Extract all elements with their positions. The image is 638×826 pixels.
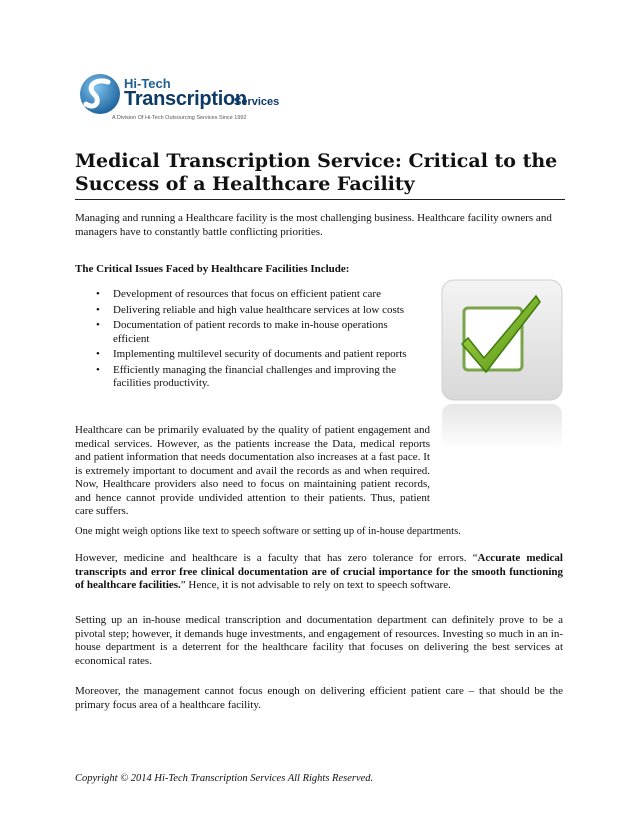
page-title: Medical Transcription Service: Critical to the Success of a Healthcare Facility [75, 150, 565, 200]
paragraph-in-house: Setting up an in-house medical transcription and documentation department can definitely prove to be a pivotal step; however, it demands huge investments, and engagement of resources. Investing so much in an in-house department is a deterrent for the healthcare facility that focuses on delivering the best services at economical rates. [75, 614, 563, 667]
list-item: • Documentation of patient records to make in-house operations efficient [96, 319, 388, 345]
company-logo [78, 72, 298, 132]
issues-heading: The Critical Issues Faced by Healthcare Facilities Include: [75, 263, 350, 275]
logo-text-hitech: Hi-Tech [124, 76, 171, 91]
list-item: • Implementing multilevel security of documents and patient reports [96, 348, 407, 360]
copyright-footer: Copyright © 2014 Hi-Tech Transcription Services All Rights Reserved. [75, 773, 374, 784]
logo-text-services: Services [234, 96, 280, 108]
paragraph-quality-part1: Healthcare can be primarily evaluated by the quality of patient engagement and medical services. However, as the patients increase the Data, medical reports and patient information that needs documentation also increases at a fast pace. It is extremely important to document and avail the records as and when required. Now, Healthcare providers also need to focus on maintaining patient records, and hence cannot provide undivided attention to their patients. Thus, patient care suffers. [75, 424, 430, 517]
bullet-icon: • [96, 319, 100, 331]
intro-paragraph: Managing and running a Healthcare facility is the most challenging business. Healthcare facility owners and managers have to constantly battle conflicting priorities. [75, 212, 552, 238]
logo-swirl-icon [78, 72, 122, 116]
bullet-icon: • [96, 288, 100, 300]
bullet-icon: • [96, 363, 100, 376]
highlighted-statement: Accurate medical transcripts and error free clinical documentation are of crucial importance for the smooth functioning of healthcare facilities. [75, 552, 563, 591]
paragraph-zero-tolerance: However, medicine and healthcare is a faculty that has zero tolerance for errors. “Accurate medical transcripts and error free clinical documentation are of crucial importance for the smooth functioning of healthcare facilities.” Hence, it is not advisable to rely on text to speech software. [75, 552, 563, 591]
list-item: • Efficiently managing the financial challenges and improving the facilities productivity. [96, 363, 396, 389]
list-item: • Development of resources that focus on efficient patient care [96, 288, 381, 300]
paragraph-options: One might weigh options like text to speech software or setting up of in-house departments. [75, 526, 461, 537]
logo-tagline: A Division Of Hi-Tech Outsourcing Services Since 1992 [112, 115, 247, 121]
green-checkmark-icon [440, 278, 564, 453]
issues-list [75, 288, 425, 393]
logo-text-transcription: Transcription [124, 88, 247, 110]
bullet-icon: • [96, 303, 100, 316]
list-item: • Delivering reliable and high value healthcare services at low costs [96, 303, 405, 316]
bullet-icon: • [96, 348, 100, 360]
paragraph-management: Moreover, the management cannot focus enough on delivering efficient patient care – that should be the primary focus area of a healthcare facility. [75, 685, 563, 711]
